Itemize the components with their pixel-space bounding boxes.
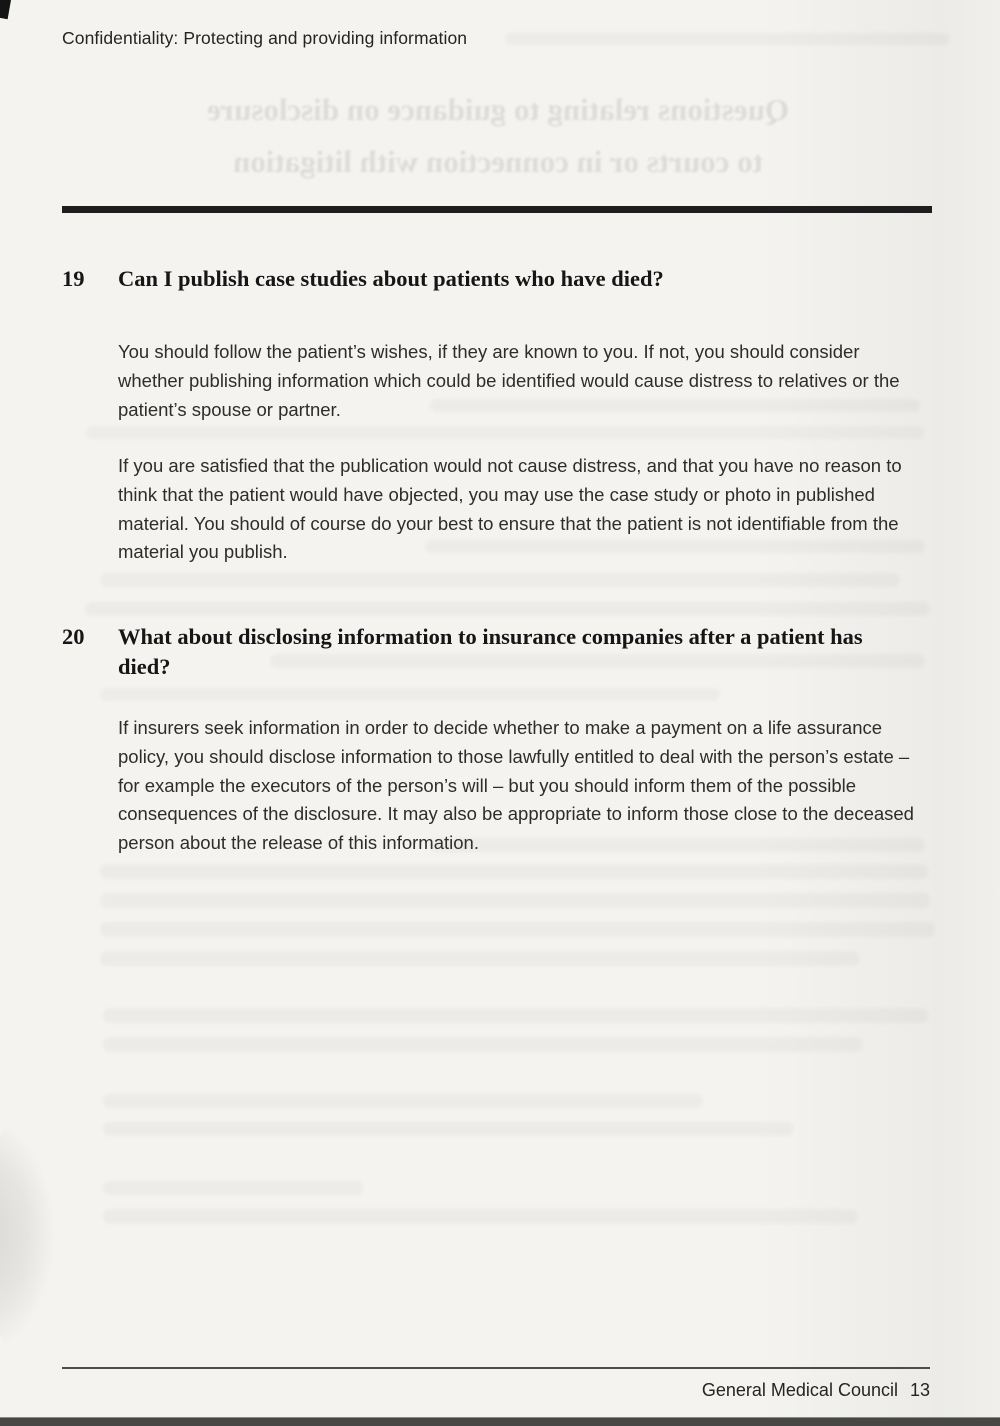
question-heading: What about disclosing information to insurance companies after a patient has died?: [118, 624, 863, 679]
ghost-text-line: [100, 573, 900, 587]
ghost-text-line: [103, 1008, 928, 1023]
page-number: 13: [909, 1380, 930, 1400]
section-20: [62, 622, 934, 682]
ghost-text-line: [85, 602, 930, 616]
ghost-title-line1: Questions relating to guidance on disclosure: [207, 92, 789, 127]
running-header: Confidentiality: Protecting and providing information: [62, 28, 468, 48]
ghost-text-line: [103, 1209, 858, 1224]
scan-bottom-edge: [0, 1417, 1000, 1426]
page-footer: [62, 1380, 930, 1401]
ghost-text-line: [103, 1181, 363, 1195]
section-19: [62, 264, 934, 294]
ghost-text-line: [100, 951, 860, 966]
section-20-heading-row: [62, 622, 934, 682]
footer-organization: General Medical Council: [701, 1380, 898, 1400]
question-number: 20: [62, 624, 85, 649]
scan-shadow-artifact: [0, 1120, 54, 1350]
question-number: 19: [62, 266, 85, 291]
ghost-text-line: [505, 33, 950, 45]
footer-rule: [62, 1367, 930, 1369]
ghost-text-line: [100, 688, 720, 701]
section-19-paragraph-1: You should follow the patient’s wishes, if they are known to you. If not, you should consider whether publishing information which could be identified would cause distress to relatives or the patient’s spouse or partner.: [118, 341, 900, 420]
ghost-text-line: [103, 1037, 863, 1052]
section-19-paragraph-2: If you are satisfied that the publication would not cause distress, and that you have no reason to think that the patient would have objected, you may use the case study or photo in published material. You should of course do your best to ensure that the patient is not identifiable from the material you publish.: [118, 455, 902, 563]
ghost-text-line: [86, 426, 924, 439]
ghost-title-line2: to courts or in connection with litigation: [233, 144, 763, 179]
ghost-bleedthrough-title: [58, 84, 938, 188]
ghost-text-line: [100, 864, 928, 879]
ghost-text-line: [100, 922, 935, 937]
section-20-paragraph-1: If insurers seek information in order to decide whether to make a payment on a life assurance policy, you should disclose information to those lawfully entitled to deal with the person’s estate – for example the executors of the person’s will – but you should inform them of the possible consequences of the disclosure. It may also be appropriate to inform those close to the deceased person about the release of this information.: [118, 717, 914, 854]
question-heading: Can I publish case studies about patients who have died?: [118, 266, 664, 291]
scan-corner-artifact: [0, 0, 12, 19]
ghost-text-line: [103, 1094, 703, 1108]
ghost-text-line: [103, 1122, 793, 1136]
section-divider-rule: [62, 206, 932, 213]
ghost-text-line: [100, 893, 930, 908]
section-19-heading-row: [62, 264, 934, 294]
